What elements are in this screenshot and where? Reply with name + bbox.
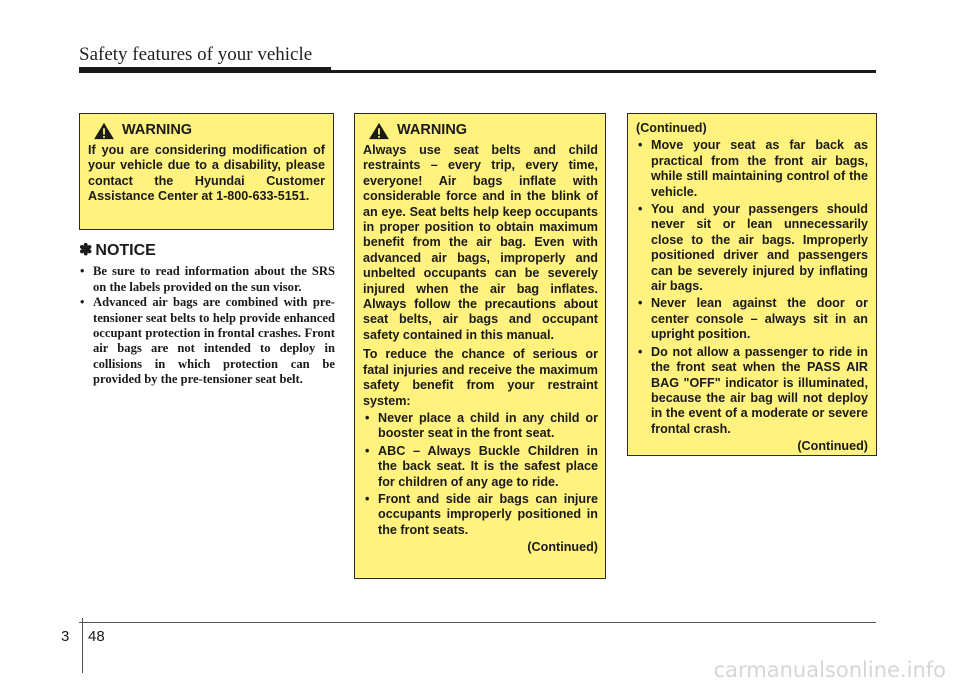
continued-item: • Do not allow a passenger to ride in the front seat when the PASS AIR BAG "OFF" indicator is illuminated, because the air bag will not deploy in the event of a moderate or severe frontal crash. (636, 345, 868, 437)
continued-item: • Never lean against the door or center console – always sit in an upright position. (636, 296, 868, 342)
continued-label: (Continued) (527, 540, 598, 555)
continued-list (636, 138, 868, 437)
warning-list (363, 411, 598, 538)
warning-item: • Front and side air bags can injure occupants improperly positioned in the front seats. (363, 492, 598, 538)
warning-triangle-icon (367, 122, 391, 140)
footer-divider (82, 618, 83, 673)
footer-rule (79, 622, 876, 623)
continued-label: (Continued) (797, 439, 868, 454)
watermark: carmanualsonline.info (713, 658, 946, 682)
warning-paragraph: To reduce the chance of serious or fatal injuries and receive the maximum safety benefit from your restraint system: (363, 347, 598, 408)
page-header-title: Safety features of your vehicle (79, 44, 313, 65)
warning-item: • ABC – Always Buckle Children in the back seat. It is the safest place for children of any age to ride. (363, 444, 598, 490)
warning-triangle-icon (92, 122, 116, 140)
continued-lead: (Continued) (636, 121, 707, 135)
notice-list (79, 264, 335, 387)
notice-section (79, 243, 335, 388)
warning-box-continued (627, 113, 877, 456)
warning-title: WARNING (363, 122, 598, 140)
header-rule (79, 70, 876, 73)
warning-paragraph: Always use seat belts and child restraints – every trip, every time, everyone! Air bags inflate with considerable force and in the blink of an eye. Seat belts help keep occupants in proper position to obtain maximum benefit from the air bag. Even with advanced air bags, improperly and unbelted occupants can be severely injured when the air bag inflates. Always follow the precautions about seat belts, air bags and occupant safety contained in this manual. (363, 143, 598, 342)
continued-item: • You and your passengers should never sit or lean unnecessarily close to the air bags. Improperly positioned driver and passengers can be severely injured by inflating air bags. (636, 202, 868, 294)
warning-box-seat-belts (354, 113, 606, 579)
page-number: 48 (88, 628, 105, 645)
chapter-number: 3 (61, 628, 70, 645)
continued-item: • Move your seat as far back as practical from the front air bags, while still maintaining control of the vehicle. (636, 138, 868, 200)
notice-item: • Be sure to read information about the SRS on the labels provided on the sun visor. (79, 264, 335, 295)
notice-asterisk-icon: ✽ (79, 242, 93, 259)
notice-item: • Advanced air bags are combined with pre-tensioner seat belts to help provide enhanced occupant protection in frontal crashes. Front air bags are not intended to deploy in collisions in which protection can be provided by the pre-tensioner seat belt. (79, 295, 335, 387)
notice-title: ✽ NOTICE (79, 242, 156, 259)
warning-text: If you are considering modification of your vehicle due to a disability, please contact the Hyundai Customer Assistance Center at 1-800-633-5151. (88, 143, 325, 204)
warning-title: WARNING (88, 122, 325, 140)
warning-box-disability (79, 113, 334, 230)
warning-item: • Never place a child in any child or booster seat in the front seat. (363, 411, 598, 442)
